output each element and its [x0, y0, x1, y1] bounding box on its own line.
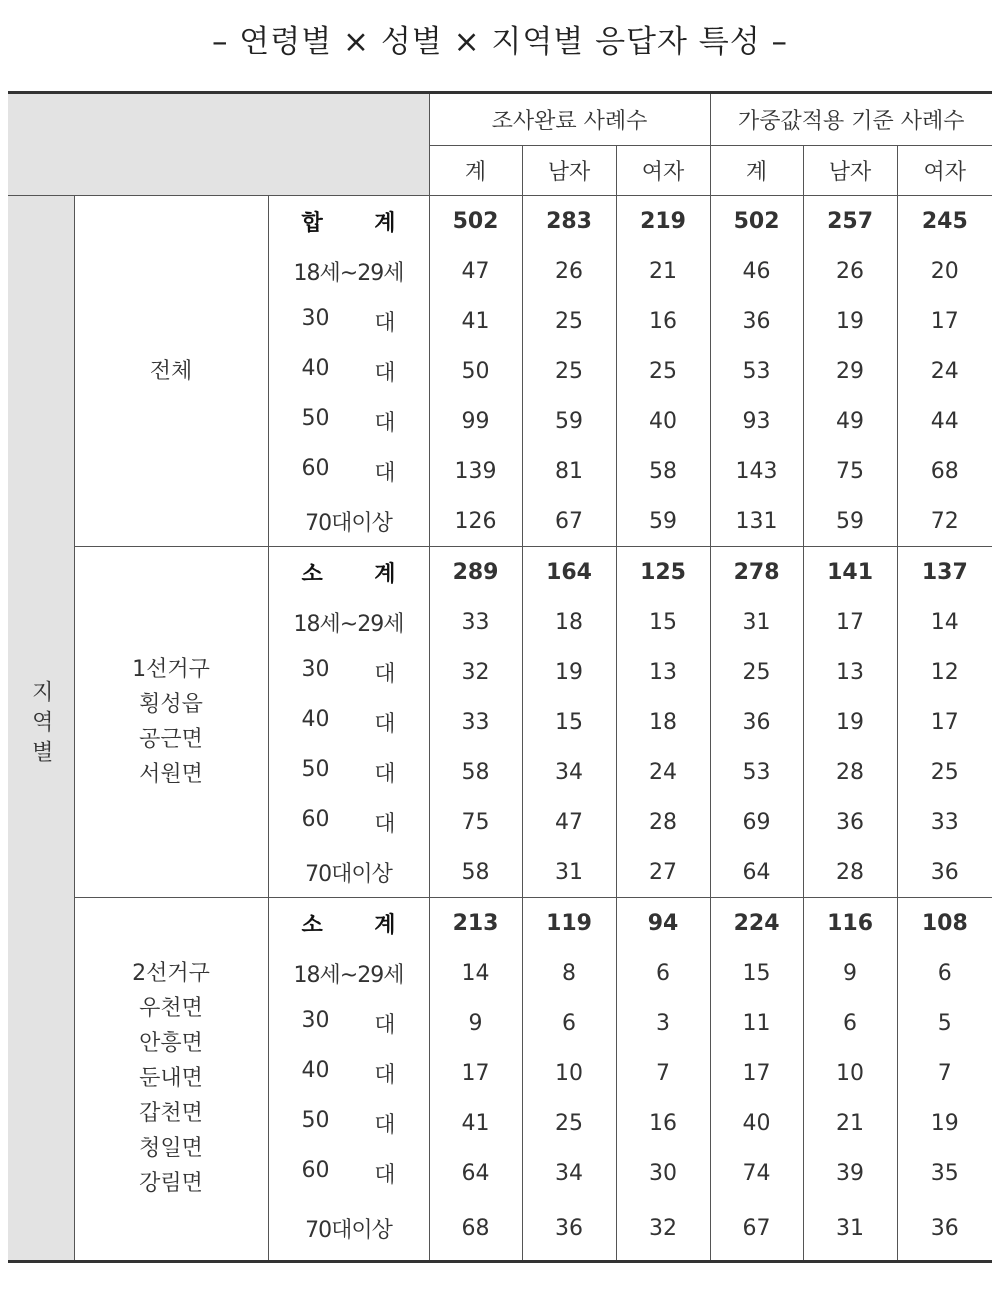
age-group-cell	[268, 196, 429, 247]
region-name: 서원면	[139, 762, 203, 787]
value-cell: 119	[522, 898, 616, 949]
value-cell: 68	[897, 446, 992, 496]
value-cell: 17	[803, 597, 897, 647]
age-group-cell	[268, 1048, 429, 1098]
side-label-text: 지역별	[28, 679, 54, 770]
value-cell: 25	[897, 747, 992, 797]
value-cell: 36	[803, 797, 897, 847]
age-group-label-part: 50	[301, 756, 330, 782]
age-group-label-part: 대	[374, 1062, 396, 1088]
value-cell: 41	[429, 1098, 522, 1148]
header-col-male: 남자	[803, 146, 897, 196]
value-cell: 39	[803, 1148, 897, 1198]
age-group-cell	[268, 1148, 429, 1198]
age-group-label-part: 30	[301, 305, 330, 331]
age-group-label: 70대이상	[305, 510, 392, 536]
region-name: 청일면	[139, 1136, 203, 1162]
age-group-label-part: 소	[301, 912, 323, 938]
value-cell: 41	[429, 296, 522, 346]
value-cell: 283	[522, 196, 616, 247]
age-group-label-part: 합	[301, 210, 323, 236]
age-group-label-part: 대	[374, 310, 396, 336]
age-group-cell	[268, 446, 429, 496]
value-cell: 7	[616, 1048, 710, 1098]
region-name: 2선거구	[132, 961, 210, 987]
value-cell: 219	[616, 196, 710, 247]
header-col-male: 남자	[522, 146, 616, 196]
age-group-label-part: 대	[374, 661, 396, 687]
age-group-cell	[268, 246, 429, 296]
age-group-cell	[268, 396, 429, 446]
age-group-label-part: 60	[301, 1157, 330, 1183]
header-col-total: 계	[710, 146, 803, 196]
value-cell: 67	[710, 1198, 803, 1261]
value-cell: 68	[429, 1198, 522, 1261]
value-cell: 36	[522, 1198, 616, 1261]
value-cell: 58	[429, 847, 522, 898]
value-cell: 33	[429, 597, 522, 647]
age-group-cell	[268, 747, 429, 797]
region-name: 둔내면	[139, 1066, 203, 1092]
value-cell: 21	[616, 246, 710, 296]
value-cell: 59	[522, 396, 616, 446]
age-group-cell	[268, 797, 429, 847]
value-cell: 164	[522, 547, 616, 598]
value-cell: 64	[429, 1148, 522, 1198]
value-cell: 40	[710, 1098, 803, 1148]
value-cell: 18	[522, 597, 616, 647]
header-col-female: 여자	[616, 146, 710, 196]
value-cell: 16	[616, 296, 710, 346]
age-group-label-part: 50	[301, 1107, 330, 1133]
age-group-cell	[268, 998, 429, 1048]
value-cell: 72	[897, 496, 992, 547]
value-cell: 25	[522, 296, 616, 346]
region-cell	[74, 196, 268, 547]
value-cell: 6	[897, 948, 992, 998]
age-group-cell	[268, 898, 429, 949]
value-cell: 34	[522, 1148, 616, 1198]
value-cell: 32	[429, 647, 522, 697]
value-cell: 93	[710, 396, 803, 446]
value-cell: 141	[803, 547, 897, 598]
value-cell: 15	[710, 948, 803, 998]
value-cell: 25	[522, 1098, 616, 1148]
value-cell: 27	[616, 847, 710, 898]
value-cell: 126	[429, 496, 522, 547]
header-corner-cell	[8, 93, 429, 196]
value-cell: 30	[616, 1148, 710, 1198]
value-cell: 40	[616, 396, 710, 446]
region-name: 우천면	[139, 996, 203, 1022]
value-cell: 245	[897, 196, 992, 247]
value-cell: 81	[522, 446, 616, 496]
value-cell: 46	[710, 246, 803, 296]
value-cell: 28	[803, 747, 897, 797]
value-cell: 99	[429, 396, 522, 446]
age-group-cell	[268, 847, 429, 898]
region-name: 전체	[149, 358, 193, 384]
value-cell: 33	[429, 697, 522, 747]
age-group-label-part: 대	[374, 811, 396, 837]
value-cell: 139	[429, 446, 522, 496]
age-group-label-part: 30	[301, 1007, 330, 1033]
value-cell: 36	[897, 1198, 992, 1261]
value-cell: 213	[429, 898, 522, 949]
value-cell: 34	[522, 747, 616, 797]
age-group-cell	[268, 1198, 429, 1261]
age-group-label-part: 대	[374, 1012, 396, 1038]
value-cell: 75	[803, 446, 897, 496]
header-col-female: 여자	[897, 146, 992, 196]
region-name: 횡성읍	[139, 692, 203, 717]
value-cell: 59	[803, 496, 897, 547]
value-cell: 278	[710, 547, 803, 598]
age-group-label-part: 계	[374, 912, 396, 938]
value-cell: 35	[897, 1148, 992, 1198]
value-cell: 13	[616, 647, 710, 697]
value-cell: 21	[803, 1098, 897, 1148]
value-cell: 15	[616, 597, 710, 647]
value-cell: 31	[522, 847, 616, 898]
table-row	[8, 196, 992, 247]
value-cell: 47	[522, 797, 616, 847]
age-group-cell	[268, 547, 429, 598]
age-group-cell	[268, 647, 429, 697]
value-cell: 13	[803, 647, 897, 697]
value-cell: 29	[803, 346, 897, 396]
age-group-cell	[268, 496, 429, 547]
age-group-cell	[268, 597, 429, 647]
value-cell: 502	[710, 196, 803, 247]
region-cell	[74, 547, 268, 898]
age-group-label: 18세~29세	[293, 611, 404, 637]
age-group-cell	[268, 296, 429, 346]
value-cell: 131	[710, 496, 803, 547]
value-cell: 18	[616, 697, 710, 747]
age-group-label-part: 50	[301, 405, 330, 431]
value-cell: 19	[522, 647, 616, 697]
region-name: 안흥면	[139, 1031, 203, 1057]
value-cell: 5	[897, 998, 992, 1048]
value-cell: 14	[429, 948, 522, 998]
header-group-weighted: 가중값적용 기준 사례수	[710, 93, 992, 146]
value-cell: 7	[897, 1048, 992, 1098]
value-cell: 25	[522, 346, 616, 396]
value-cell: 28	[803, 847, 897, 898]
value-cell: 64	[710, 847, 803, 898]
value-cell: 224	[710, 898, 803, 949]
table-row	[8, 898, 992, 949]
value-cell: 137	[897, 547, 992, 598]
value-cell: 6	[803, 998, 897, 1048]
table-row	[8, 547, 992, 598]
age-group-label-part: 대	[374, 410, 396, 436]
region-cell	[74, 898, 268, 1262]
age-group-cell	[268, 948, 429, 998]
value-cell: 15	[522, 697, 616, 747]
value-cell: 75	[429, 797, 522, 847]
value-cell: 59	[616, 496, 710, 547]
side-label-region	[8, 196, 74, 1262]
value-cell: 19	[897, 1098, 992, 1148]
age-group-label-part: 대	[374, 761, 396, 787]
region-name: 갑천면	[139, 1101, 203, 1127]
age-group-label-part: 40	[301, 706, 330, 732]
value-cell: 12	[897, 647, 992, 697]
age-group-label-part: 대	[374, 711, 396, 737]
value-cell: 17	[897, 296, 992, 346]
value-cell: 31	[803, 1198, 897, 1261]
value-cell: 26	[803, 246, 897, 296]
age-group-cell	[268, 1098, 429, 1148]
value-cell: 24	[897, 346, 992, 396]
value-cell: 143	[710, 446, 803, 496]
value-cell: 31	[710, 597, 803, 647]
value-cell: 25	[710, 647, 803, 697]
value-cell: 24	[616, 747, 710, 797]
value-cell: 108	[897, 898, 992, 949]
value-cell: 3	[616, 998, 710, 1048]
value-cell: 502	[429, 196, 522, 247]
value-cell: 116	[803, 898, 897, 949]
age-group-label: 18세~29세	[293, 962, 404, 988]
age-group-label-part: 40	[301, 355, 330, 381]
value-cell: 58	[616, 446, 710, 496]
value-cell: 8	[522, 948, 616, 998]
value-cell: 6	[522, 998, 616, 1048]
value-cell: 28	[616, 797, 710, 847]
value-cell: 6	[616, 948, 710, 998]
age-group-label-part: 30	[301, 656, 330, 682]
age-group-cell	[268, 346, 429, 396]
value-cell: 50	[429, 346, 522, 396]
value-cell: 44	[897, 396, 992, 446]
age-group-label-part: 대	[374, 360, 396, 386]
value-cell: 53	[710, 346, 803, 396]
age-group-label-part: 60	[301, 455, 330, 481]
age-group-label-part: 계	[374, 210, 396, 236]
value-cell: 17	[429, 1048, 522, 1098]
age-group-label: 70대이상	[305, 1218, 392, 1244]
value-cell: 58	[429, 747, 522, 797]
age-group-label-part: 계	[374, 561, 396, 587]
value-cell: 17	[897, 697, 992, 747]
age-group-label: 70대이상	[305, 861, 392, 887]
value-cell: 53	[710, 747, 803, 797]
value-cell: 14	[897, 597, 992, 647]
value-cell: 10	[522, 1048, 616, 1098]
age-group-label: 18세~29세	[293, 260, 404, 286]
value-cell: 36	[897, 847, 992, 898]
header-col-total: 계	[429, 146, 522, 196]
value-cell: 125	[616, 547, 710, 598]
value-cell: 36	[710, 296, 803, 346]
value-cell: 36	[710, 697, 803, 747]
age-group-cell	[268, 697, 429, 747]
value-cell: 26	[522, 246, 616, 296]
value-cell: 32	[616, 1198, 710, 1261]
value-cell: 74	[710, 1148, 803, 1198]
value-cell: 94	[616, 898, 710, 949]
page-title: – 연령별 × 성별 × 지역별 응답자 특성 –	[211, 24, 789, 60]
header-group-completed: 조사완료 사례수	[429, 93, 710, 146]
age-group-label-part: 60	[301, 806, 330, 832]
value-cell: 19	[803, 697, 897, 747]
value-cell: 49	[803, 396, 897, 446]
region-name: 1선거구	[132, 657, 210, 682]
value-cell: 17	[710, 1048, 803, 1098]
value-cell: 19	[803, 296, 897, 346]
region-name: 강림면	[139, 1171, 203, 1197]
value-cell: 289	[429, 547, 522, 598]
value-cell: 9	[803, 948, 897, 998]
age-group-label-part: 40	[301, 1057, 330, 1083]
value-cell: 33	[897, 797, 992, 847]
value-cell: 9	[429, 998, 522, 1048]
region-name: 공근면	[139, 727, 203, 752]
value-cell: 16	[616, 1098, 710, 1148]
value-cell: 11	[710, 998, 803, 1048]
age-group-label-part: 대	[374, 460, 396, 486]
value-cell: 67	[522, 496, 616, 547]
age-group-label-part: 소	[301, 561, 323, 587]
value-cell: 69	[710, 797, 803, 847]
value-cell: 10	[803, 1048, 897, 1098]
respondent-table	[8, 91, 992, 1263]
value-cell: 25	[616, 346, 710, 396]
value-cell: 20	[897, 246, 992, 296]
age-group-label-part: 대	[374, 1162, 396, 1188]
value-cell: 257	[803, 196, 897, 247]
age-group-label-part: 대	[374, 1112, 396, 1138]
value-cell: 47	[429, 246, 522, 296]
